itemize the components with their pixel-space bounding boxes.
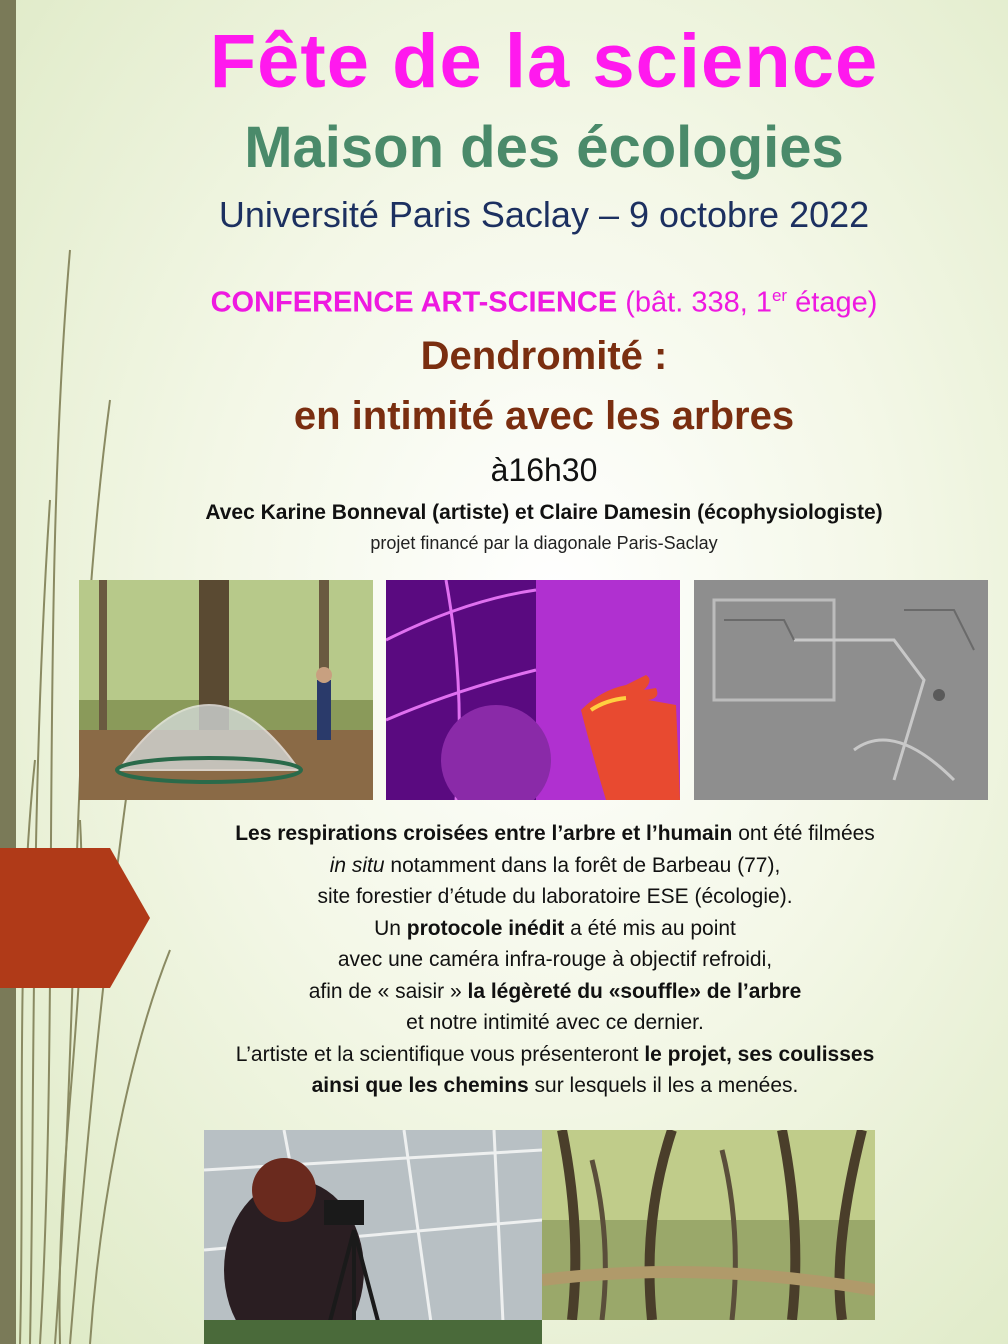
photo-forest: [542, 1130, 875, 1320]
event-subtitle: Maison des écologies: [244, 115, 844, 180]
desc-line-2: [110, 850, 1000, 882]
desc-l1-rest: ont été filmées: [732, 822, 875, 845]
desc-l9-rest: sur lesquels il les a menées.: [528, 1074, 799, 1097]
conference-label-line: [80, 276, 1008, 323]
desc-l4-pre: Un: [374, 916, 407, 940]
desc-line-1: [110, 818, 1000, 850]
description: [110, 818, 1000, 1102]
talk-title: [80, 326, 1008, 446]
desc-l1-bold: Les respirations croisées entre l’arbre et l’humain: [235, 822, 733, 845]
desc-line-7: et notre intimité avec ce dernier.: [406, 1011, 704, 1034]
desc-l8-bold: le projet, ses coulisses: [644, 1042, 875, 1066]
talk-title-line2: en intimité avec les arbres: [293, 394, 795, 438]
speakers: Avec Karine Bonneval (artiste) et Claire Damesin (écophysiologiste): [205, 501, 883, 524]
desc-line-6: [110, 976, 1000, 1008]
desc-line-8: [110, 1039, 1000, 1071]
photo-grey-texture: [694, 580, 988, 800]
desc-l9-bold: ainsi que les chemins: [311, 1074, 529, 1097]
desc-line-4: [110, 913, 1000, 945]
photo-dome-forest: [79, 580, 373, 800]
desc-line-3: site forestier d’étude du laboratoire ESE (écologie).: [317, 885, 793, 908]
desc-l6-pre: afin de « saisir »: [308, 979, 468, 1003]
desc-l4-rest: a été mis au point: [564, 916, 736, 940]
location-open: (bât. 338, 1: [625, 286, 772, 319]
conference-label: CONFERENCE ART-SCIENCE: [210, 286, 618, 319]
photo-thermal-hand: [386, 580, 680, 800]
desc-l4-bold: protocole inédit: [406, 916, 565, 940]
desc-l8-pre: L’artiste et la scientifique vous présenteront: [235, 1042, 645, 1066]
location-sup: er: [771, 286, 788, 305]
desc-l2-rest: notamment dans la forêt de Barbeau (77),: [384, 853, 781, 877]
desc-l2-italic: in situ: [329, 853, 385, 877]
photo-photographer: [204, 1130, 542, 1344]
desc-line-9: [110, 1070, 1000, 1102]
event-title: Fête de la science: [209, 19, 879, 104]
desc-line-5: avec une caméra infra-rouge à objectif refroidi,: [337, 948, 773, 971]
event-date-line: Université Paris Saclay – 9 octobre 2022: [218, 194, 870, 235]
desc-l6-bold: la légèreté du «souffle» de l’arbre: [467, 979, 802, 1003]
location-close: étage): [787, 286, 878, 319]
talk-title-line1: Dendromité :: [420, 334, 668, 378]
funding-note: projet financé par la diagonale Paris-Saclay: [370, 533, 718, 553]
talk-time: à16h30: [490, 452, 598, 488]
